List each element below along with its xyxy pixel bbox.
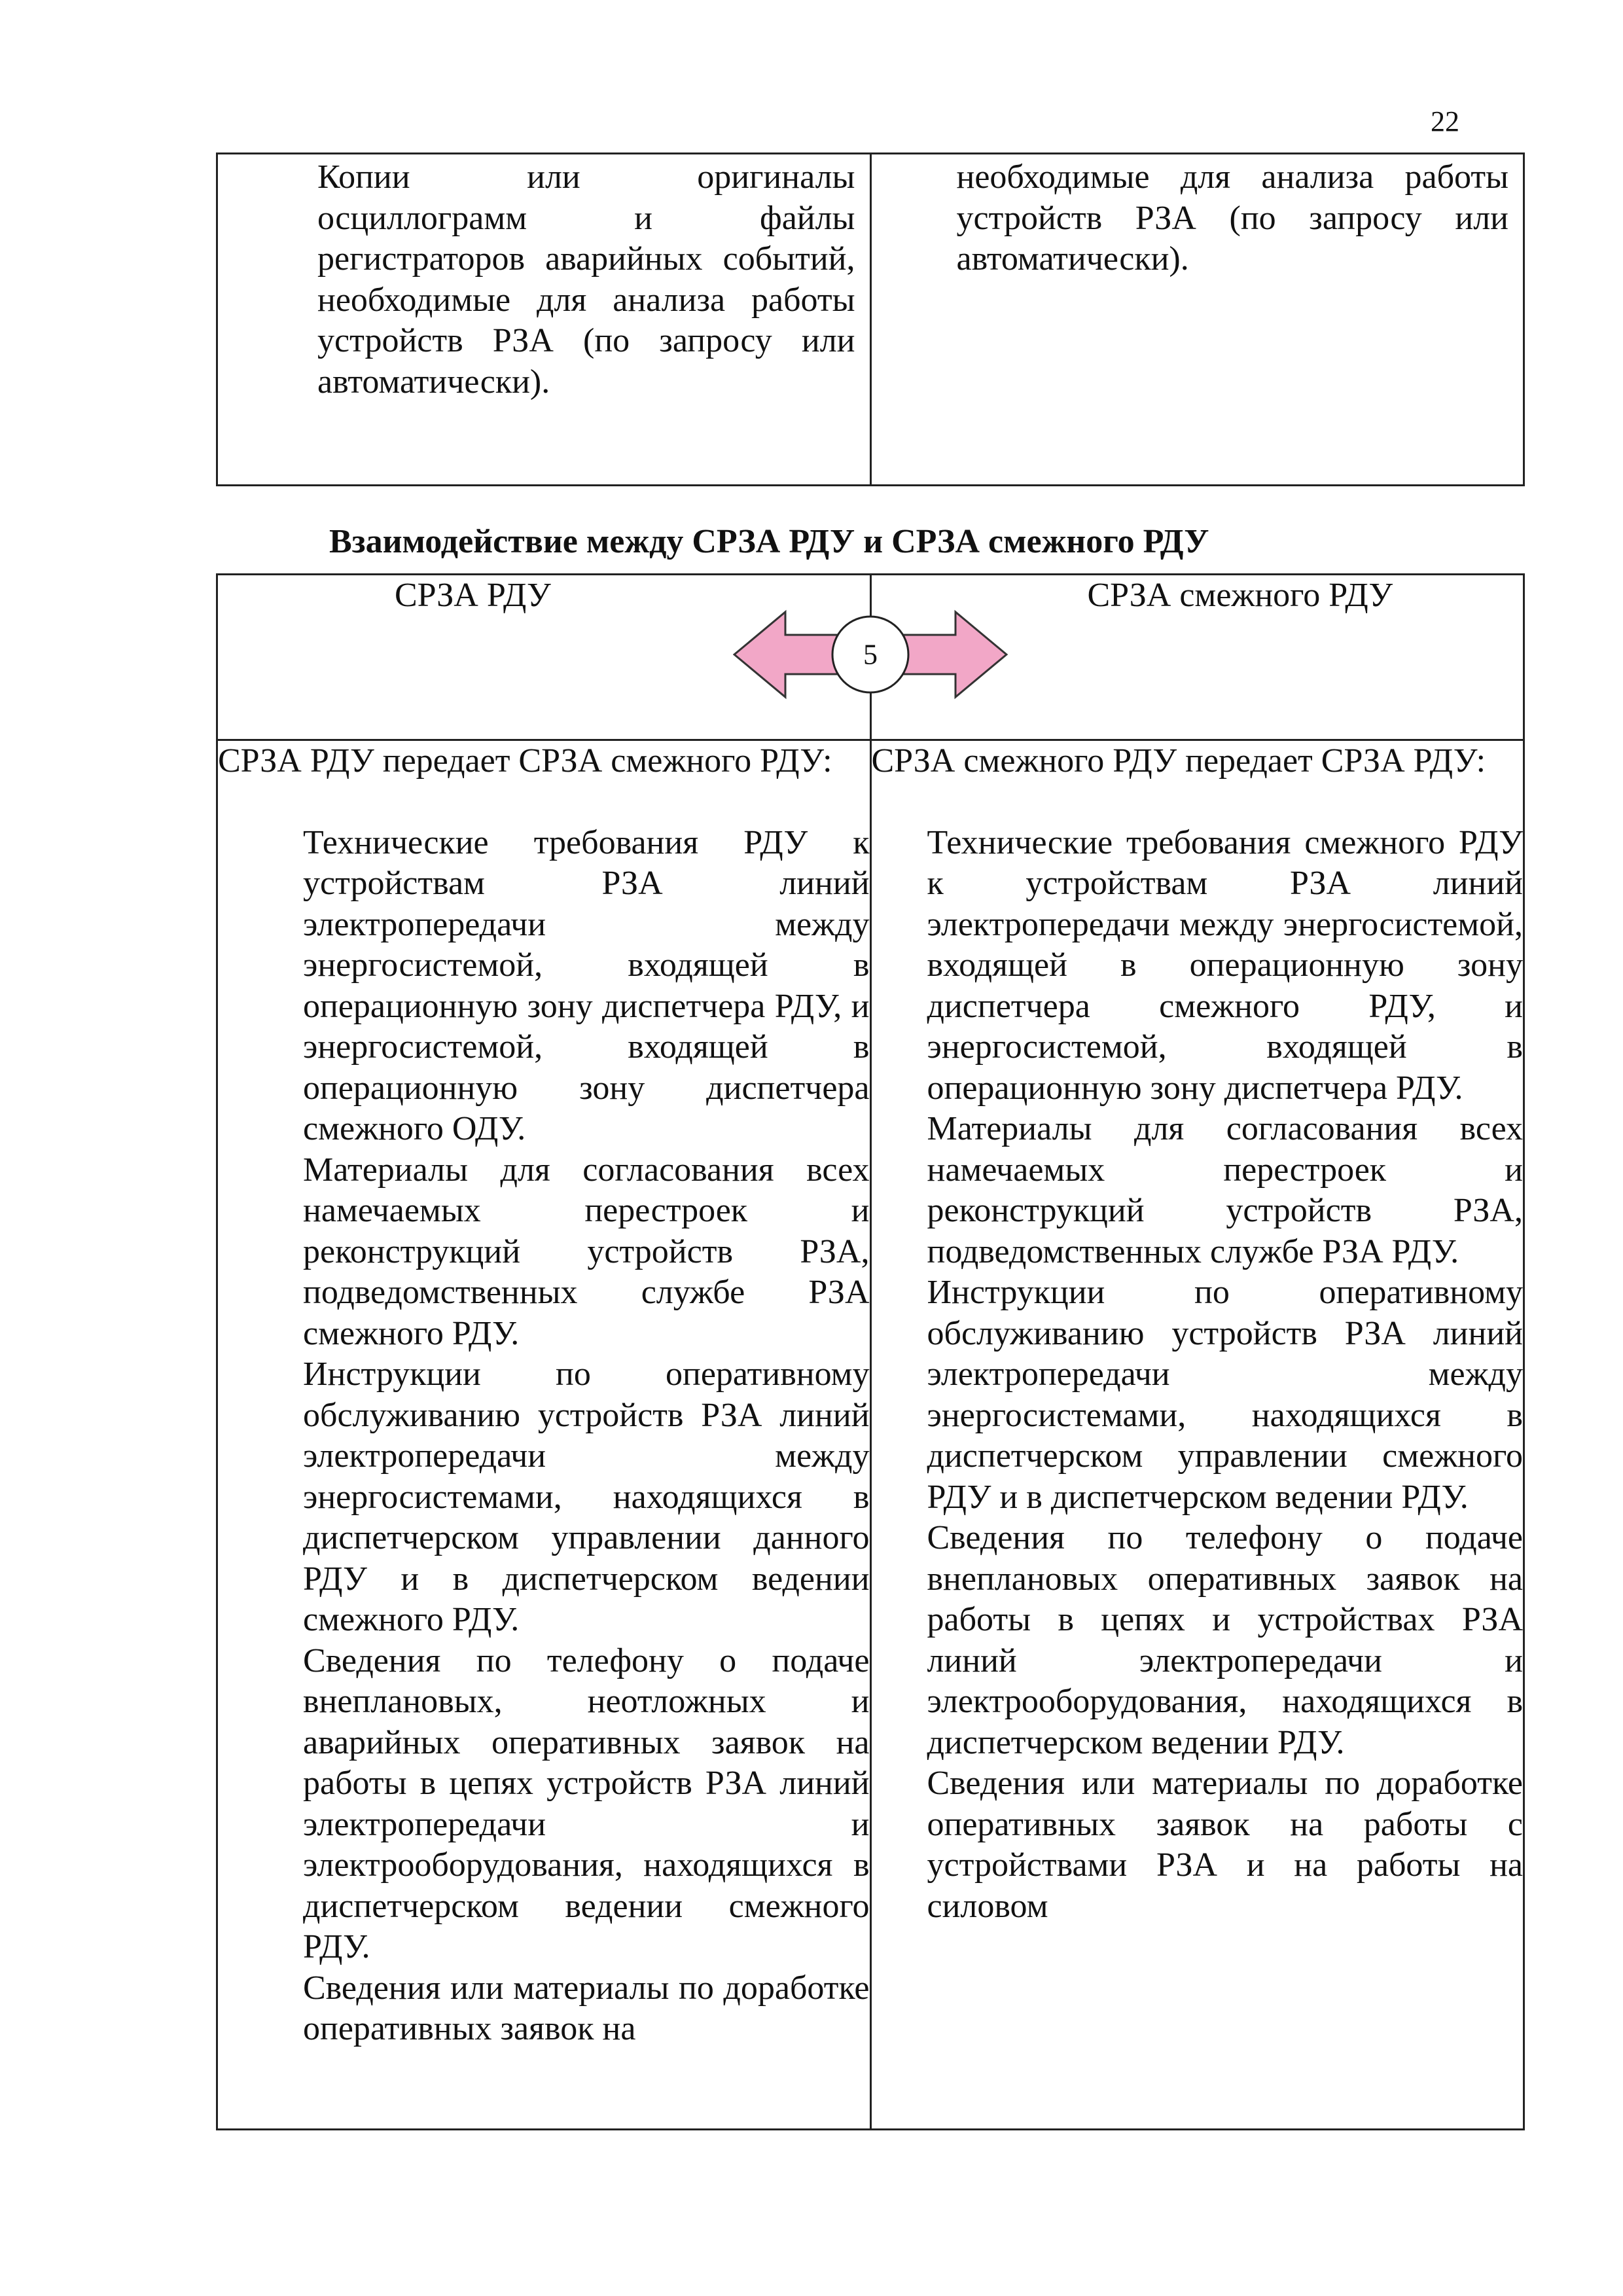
left-party-label: СРЗА РДУ xyxy=(395,577,551,614)
right-intro: СРЗА смежного РДУ передает СРЗА РДУ: xyxy=(871,742,1486,780)
list-item xyxy=(218,1641,870,1968)
list-item-text: Сведения или материалы по доработке оперативных заявок на работы с устройствами РЗА и на работы на силовом xyxy=(927,1765,1523,1925)
list-item xyxy=(872,1763,1524,1927)
list-item-text: Инструкции по оперативному обслуживанию устройств РЗА линий электропередачи между энергосистемами, находящихся в диспетчерском управлении данного РДУ и в диспетчерском ведении смежного РДУ. xyxy=(303,1355,870,1638)
top-left-cell: Копии или оригиналы осциллограмм и файлы регистраторов аварийных событий, необходимые для анализа работы устройств РЗА (по запросу или автоматически). xyxy=(217,154,871,486)
list-item-text: Сведения по телефону о подаче внеплановых оперативных заявок на работы в цепях и устройствах РЗА линий электропередачи и электрооборудования, находящихся в диспетчерском ведении РДУ. xyxy=(927,1519,1523,1761)
list-item xyxy=(218,1354,870,1641)
right-content-cell xyxy=(870,740,1524,2130)
list-item xyxy=(218,823,870,1150)
table-row xyxy=(217,154,1524,486)
table-content-row xyxy=(217,740,1524,2130)
list-item-text: Сведения по телефону о подаче внеплановых, неотложных и аварийных оперативных заявок на работы в цепях устройств РЗА линий электропередачи и электрооборудования, находящихся в диспетчерском ведении смежного РДУ. xyxy=(303,1641,870,1965)
connector-number: 5 xyxy=(863,638,878,671)
list-item xyxy=(218,1150,870,1355)
list-item xyxy=(872,1109,1524,1272)
left-item-list xyxy=(218,823,870,2050)
page-number: 22 xyxy=(1431,105,1459,137)
list-item xyxy=(872,1272,1524,1518)
top-table xyxy=(216,152,1525,486)
list-item-text: Технические требования РДУ к устройствам РЗА линий электропередачи между энергосистемой, входящей в операционную зону диспетчера РДУ, и энергосистемой, входящей в операционную зону диспетчера смежного ОДУ. xyxy=(303,823,870,1147)
list-item xyxy=(218,1968,870,2050)
list-item-text: Сведения или материалы по доработке оперативных заявок на xyxy=(303,1969,870,2047)
list-item xyxy=(872,823,1524,1109)
left-content-cell xyxy=(217,740,871,2130)
interaction-table xyxy=(216,573,1525,2130)
list-item-text: Материалы для согласования всех намечаемых перестроек и реконструкций устройств РЗА, подведомственных службе РЗА РДУ. xyxy=(927,1110,1523,1270)
top-right-cell: необходимые для анализа работы устройств РЗА (по запросу или автоматически). xyxy=(870,154,1524,486)
left-intro: СРЗА РДУ передает СРЗА смежного РДУ: xyxy=(218,742,832,780)
section-heading: Взаимодействие между СРЗА РДУ и СРЗА смежного РДУ xyxy=(329,523,1209,560)
list-item xyxy=(872,1518,1524,1763)
bidirectional-arrow-connector xyxy=(733,609,1008,700)
right-party-label: СРЗА смежного РДУ xyxy=(1087,577,1393,614)
right-item-list xyxy=(872,823,1524,1928)
list-item-text: Инструкции по оперативному обслуживанию устройств РЗА линий электропередачи между энергосистемами, находящихся в диспетчерском управлении смежного РДУ и в диспетчерском ведении РДУ. xyxy=(927,1274,1523,1516)
list-item-text: Технические требования смежного РДУ к устройствам РЗА линий электропередачи между энергосистемой, входящей в операционную зону диспетчера смежного РДУ, и энергосистемой, входящей в операционную зону диспетчера РДУ. xyxy=(927,823,1523,1107)
list-item-text: Материалы для согласования всех намечаемых перестроек и реконструкций устройств РЗА, подведомственных службе РЗА смежного РДУ. xyxy=(303,1151,870,1352)
